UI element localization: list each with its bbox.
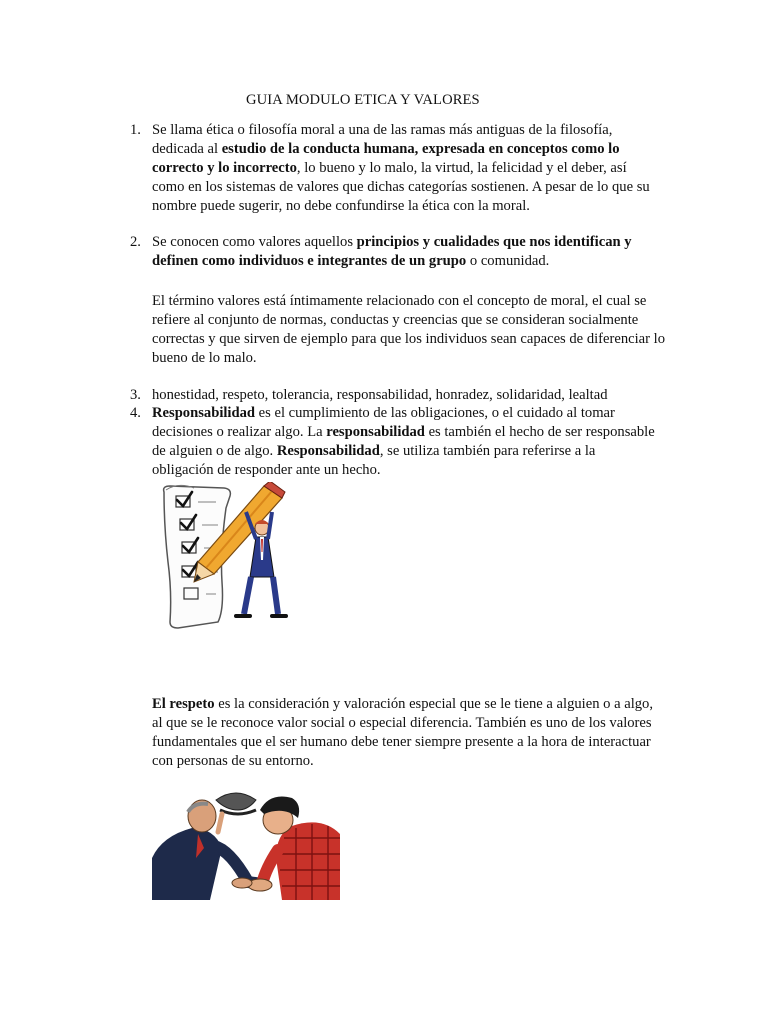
list-number: 4.: [130, 405, 141, 421]
text-run: honestidad, respeto, tolerancia, responsabilidad, honradez, solidaridad, lealtad: [152, 387, 608, 403]
text-run: o comunidad.: [466, 253, 550, 269]
list-item-text: [152, 386, 660, 405]
document-title: GUIA MODULO ETICA Y VALORES: [246, 92, 480, 108]
bold-text: Responsabilidad: [152, 405, 256, 421]
bold-text: responsabilidad: [326, 424, 425, 440]
text-run: es el cumplimiento de las obligaciones, o el cuidado al tomar decisiones o realizar algo. La: [152, 405, 615, 440]
bold-text: El respeto: [152, 696, 215, 712]
list-item-1: [130, 121, 660, 216]
handshake-bow-illustration: [152, 788, 340, 900]
bold-text: estudio de la conducta humana, expresada en conceptos como lo correcto y lo incorrecto: [152, 141, 620, 176]
respeto-paragraph: [152, 695, 667, 771]
list-item-text: [152, 233, 660, 271]
valores-paragraph: El término valores está íntimamente relacionado con el concepto de moral, el cual se refiere al conjunto de normas, conductas y creencias que se consideran socialmente correctas y que sirven de ejemplo para que los individuos sean capaces de diferenciar lo bueno de lo malo.: [152, 293, 666, 366]
list-item-text: [152, 121, 660, 216]
list-item-text: [152, 404, 660, 480]
list-number: 2.: [130, 234, 141, 250]
text-run: , lo bueno y lo malo, la virtud, la felicidad y el deber, así como en los sistemas de valores que dichas categorías sostienen. A pesar de lo que su nombre puede sugerir, no debe confundirse la ética con la moral.: [152, 160, 650, 214]
text-run: es la consideración y valoración especial que se le tiene a alguien o a algo, al que se le reconoce valor social o especial diferencia. También es uno de los valores fundamentales que el ser humano debe tener siempre presente a la hora de interactuar con personas de su entorno.: [152, 696, 654, 769]
list-number: 3.: [130, 387, 141, 403]
bold-text: Responsabilidad: [276, 443, 380, 459]
list-item-4: [130, 404, 660, 480]
text-run: es también el hecho de ser responsable de alguien o de algo.: [152, 424, 655, 459]
text-run: Se llama ética o filosofía moral a una de las ramas más antiguas de la filosofía, dedicada al: [152, 122, 613, 157]
bold-text: principios y cualidades que nos identifican y definen como individuos e integrantes de un grupo: [152, 234, 632, 269]
text-run: Se conocen como valores aquellos: [152, 234, 357, 250]
list-item-3: [130, 386, 660, 405]
list-item-2: [130, 233, 660, 271]
list-number: 1.: [130, 122, 141, 138]
checklist-pencil-illustration: [158, 482, 288, 632]
text-run: , se utiliza también para referirse a la obligación de responder ante un hecho.: [152, 443, 596, 478]
